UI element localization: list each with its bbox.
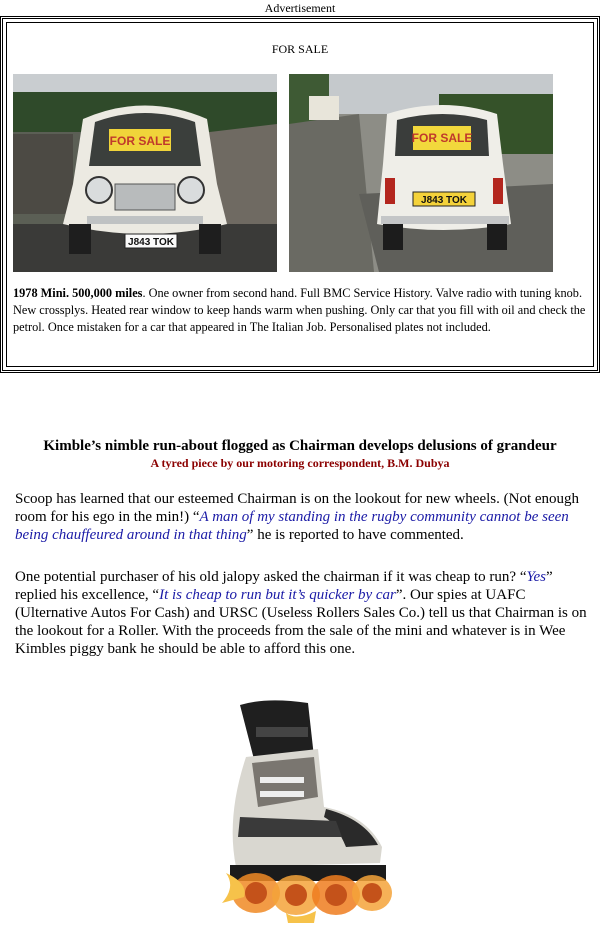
ad-description-text: . One owner from second hand. Full BMC Service History. Valve radio with tuning knob. New crossplys. Heated rear window to keep hands warm when pushing. Only car that you fill with oil and check the petrol. Once mistaken for a car that appeared in The Italian Job. Personalised plates not included. [13, 286, 586, 334]
yes-quote: Yes [526, 569, 546, 585]
chairman-quote: A man of my standing in the rugby community cannot be seen being chauffeured around in that thing [15, 509, 569, 543]
article-paragraph-1 [15, 490, 593, 544]
car-sign-text-rear: FOR SALE [411, 131, 473, 145]
paragraph-text: ”. Our spies at UAFC (Ulternative Autos For Cash) and URSC (Useless Rollers Sales Co.) tell us that Chairman is on the lookout for a Roller. With the proceeds from the sale of the mini and whatever is in Wee Kimbles piggy bank he should be able to afford this one. [15, 587, 587, 657]
paragraph-text: ” replied his excellence, “ [15, 569, 553, 603]
paragraph-text: Scoop has learned that our esteemed Chairman is on the lookout for new wheels. (Not enough room for his ego in the min!) “ [15, 491, 580, 525]
advertisement-box [0, 16, 600, 373]
inline-skate-image [196, 697, 400, 925]
article-headline: Kimble’s nimble run-about flogged as Chairman develops delusions of grandeur [43, 438, 557, 454]
car-plate-text-rear: J843 TOK [421, 195, 467, 206]
paragraph-text: One potential purchaser of his old jalopy asked the chairman if it was cheap to run? “ [15, 569, 527, 585]
paragraph-text: ” he is reported to have commented. [246, 527, 464, 543]
for-sale-heading: FOR SALE [271, 42, 329, 56]
ad-description [13, 285, 587, 336]
car-plate-text: J843 TOK [128, 237, 174, 248]
car-sign-text: FOR SALE [109, 134, 171, 148]
ad-description-bold: 1978 Mini. 500,000 miles [13, 286, 143, 300]
article-byline: A tyred piece by our motoring correspondent, B.M. Dubya [150, 456, 450, 470]
advertisement-label: Advertisement [264, 1, 336, 15]
article-paragraph-2 [15, 568, 593, 658]
car-front-photo [13, 74, 277, 272]
cheap-to-run-quote: It is cheap to run but it’s quicker by car [159, 587, 396, 603]
car-rear-photo [289, 74, 553, 272]
